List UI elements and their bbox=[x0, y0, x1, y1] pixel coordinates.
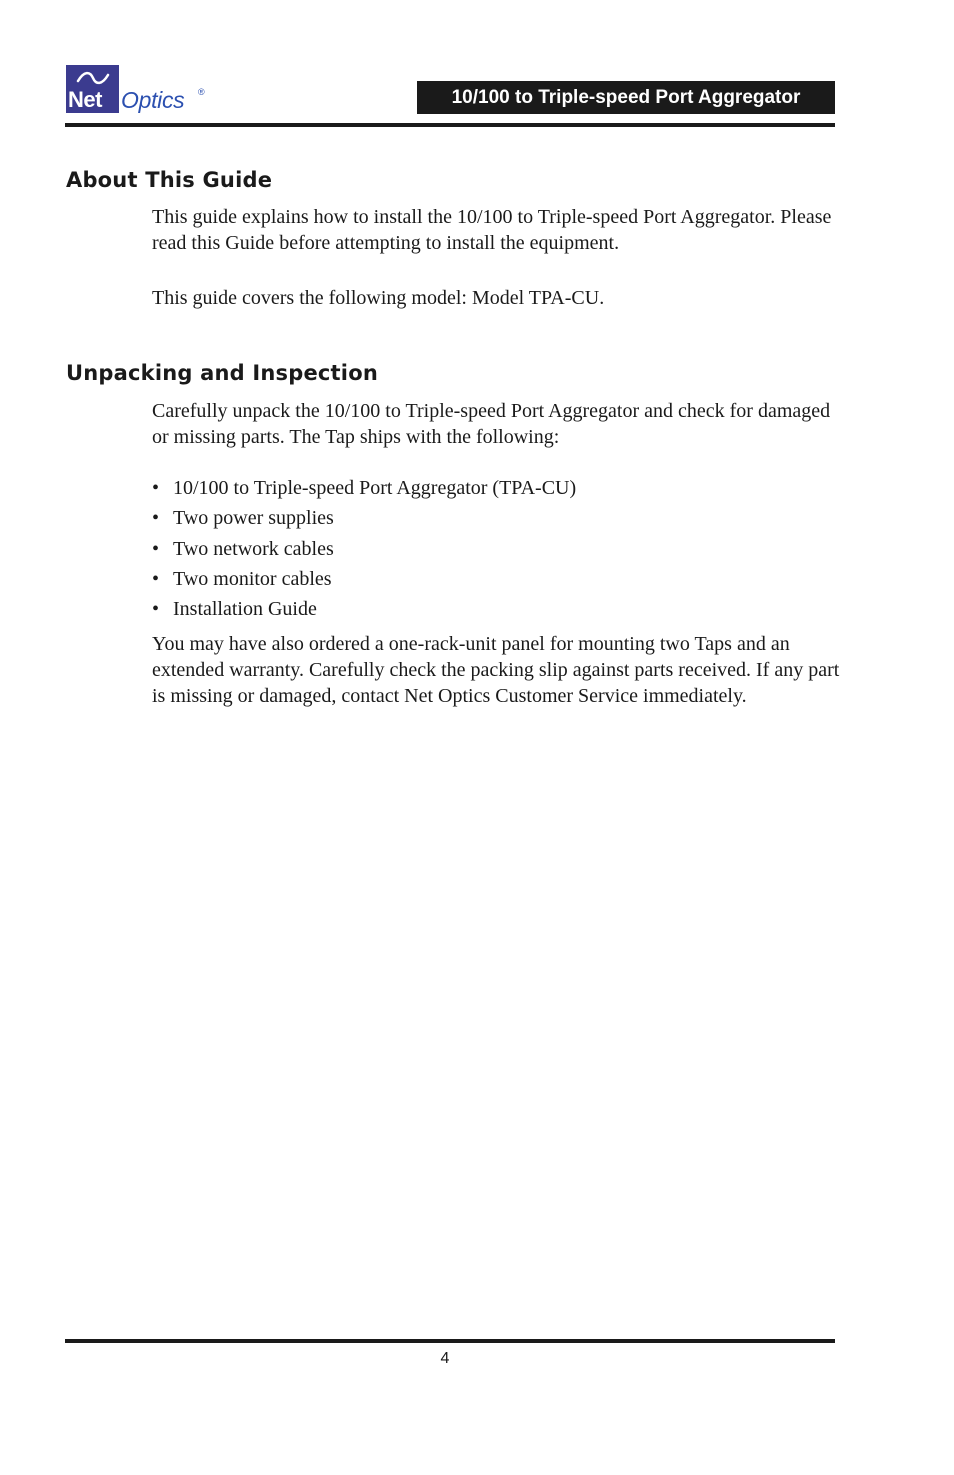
bullet-icon: • bbox=[152, 477, 160, 499]
about-paragraph-2: This guide covers the following model: Model TPA-CU. bbox=[152, 287, 605, 309]
list-item: • Two power supplies bbox=[152, 507, 334, 530]
header-title: 10/100 to Triple-speed Port Aggregator bbox=[417, 81, 835, 114]
page-number: 4 bbox=[440, 1350, 450, 1367]
logo-optics-text: Optics bbox=[121, 87, 185, 113]
section-heading-unpacking: Unpacking and Inspection bbox=[66, 361, 378, 385]
footer-divider bbox=[65, 1339, 835, 1343]
logo-box bbox=[66, 65, 119, 113]
unpacking-intro: Carefully unpack the 10/100 to Triple-speed Port Aggregator and check for damaged or missing parts. The Tap ships with the following: bbox=[152, 400, 831, 448]
wave-icon bbox=[76, 71, 110, 85]
header-divider bbox=[65, 123, 835, 127]
logo-net-text: Net bbox=[68, 87, 102, 112]
registered-mark: ® bbox=[198, 87, 205, 97]
list-item: • Two monitor cables bbox=[152, 567, 332, 590]
bullet-icon: • bbox=[152, 537, 160, 560]
list-item: • Installation Guide bbox=[152, 598, 317, 621]
bullet-icon: • bbox=[152, 507, 160, 530]
package-contents-list bbox=[152, 475, 576, 626]
about-paragraph-1: This guide explains how to install the 10/100 to Triple-speed Port Aggregator. Please read this Guide before attempting to install the equipment. bbox=[152, 206, 832, 254]
list-item: • 10/100 to Triple-speed Port Aggregator (TPA-CU) bbox=[152, 477, 577, 499]
list-item: • Two network cables bbox=[152, 537, 334, 560]
bullet-icon: • bbox=[152, 598, 160, 621]
section-heading-about: About This Guide bbox=[66, 168, 273, 192]
bullet-icon: • bbox=[152, 567, 160, 590]
unpacking-closing-paragraph: You may have also ordered a one-rack-unit panel for mounting two Taps and an extended warranty. Carefully check the packing slip against parts received. If any part is missing or damaged, contact Net Optics Customer Service immediately. bbox=[152, 633, 840, 707]
net-optics-logo bbox=[66, 65, 216, 115]
